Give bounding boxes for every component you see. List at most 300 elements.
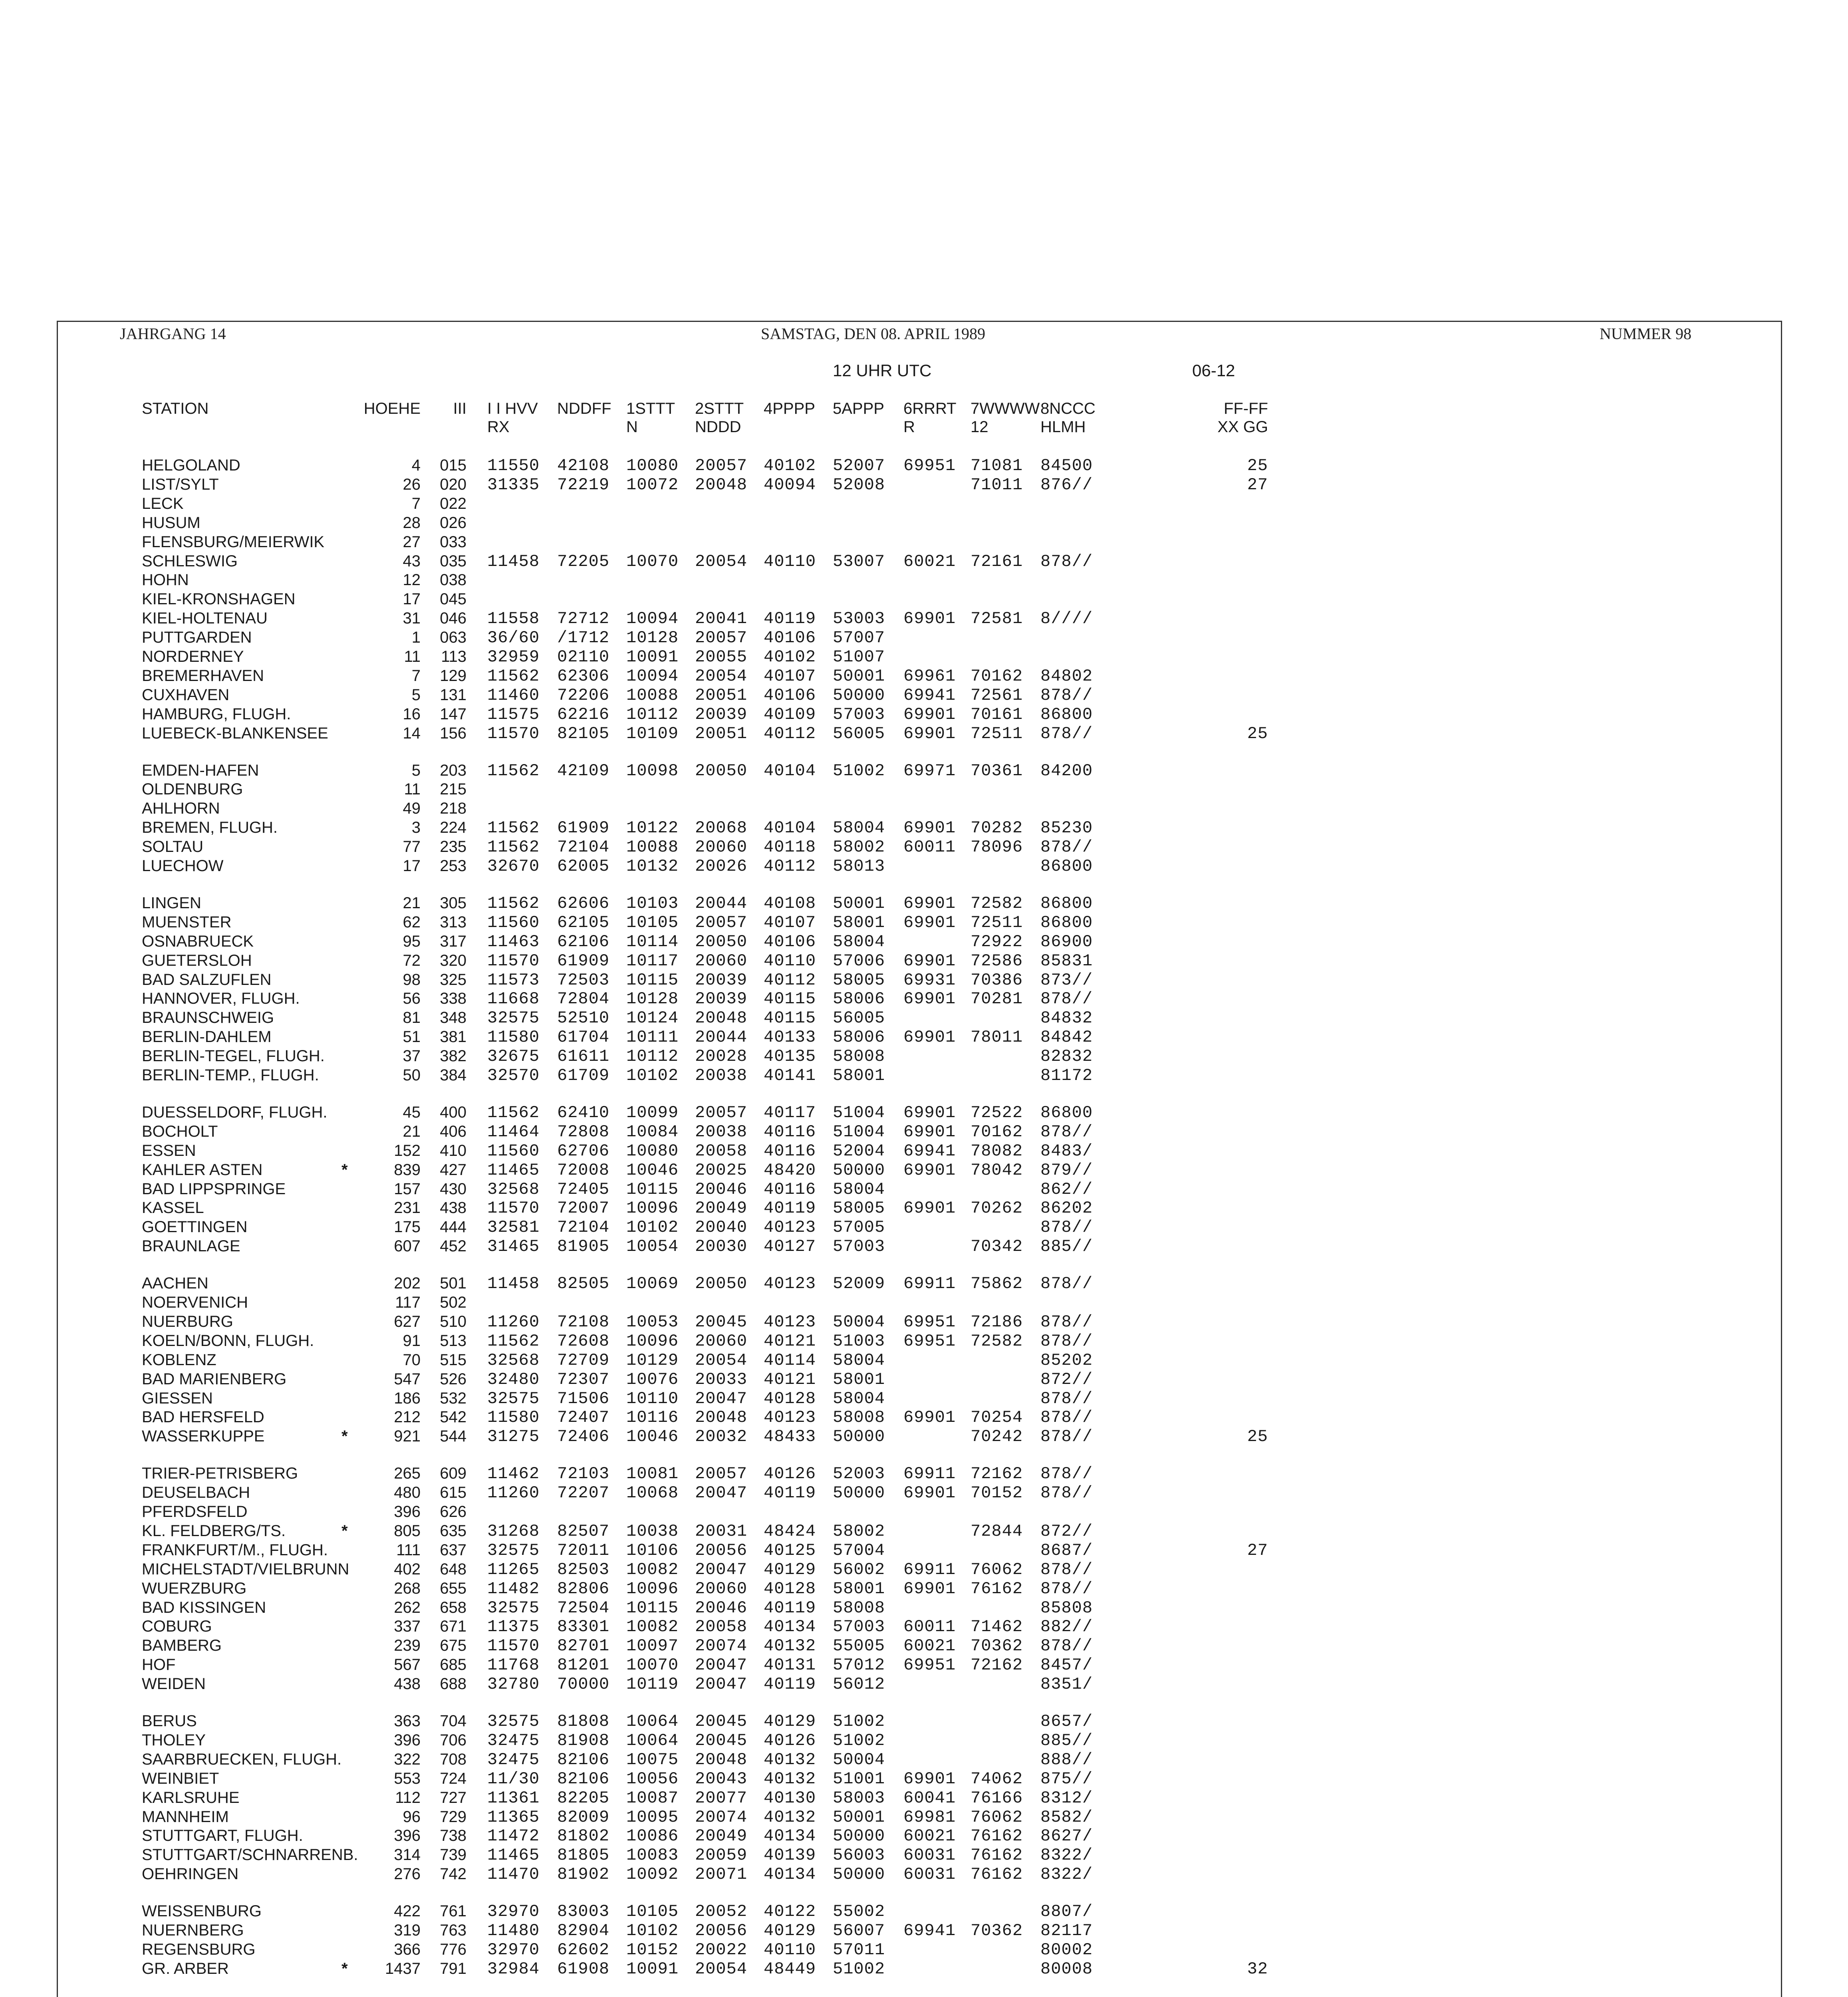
synop-group-4: 20074 (695, 1807, 748, 1827)
station-id: 776 (440, 1940, 466, 1958)
synop-group-5: 40119 (764, 1199, 816, 1218)
station-id: 544 (440, 1427, 466, 1445)
synop-group-4: 20060 (695, 838, 748, 857)
station-name: BAD SALZUFLEN (142, 971, 272, 989)
synop-group-2: 02110 (557, 647, 610, 667)
synop-group-2: 72205 (557, 552, 610, 571)
synop-group-2: 82806 (557, 1579, 610, 1598)
station-name: STUTTGART/SCHNARRENB. (142, 1846, 358, 1864)
station-name: BERUS (142, 1712, 197, 1730)
synop-group-4: 20046 (695, 1179, 748, 1199)
station-id: 526 (440, 1370, 466, 1388)
synop-group-4: 20048 (695, 1408, 748, 1427)
synop-group-4: 20051 (695, 685, 748, 705)
column-header-c3: 1STTT N (626, 400, 675, 436)
station-id: 218 (440, 800, 466, 818)
station-height: 37 (403, 1047, 421, 1065)
station-height: 62 (403, 913, 421, 931)
station-name: KOELN/BONN, FLUGH. (142, 1332, 314, 1350)
station-height: 627 (394, 1312, 421, 1330)
synop-group-6: 58005 (833, 970, 885, 990)
station-name: PUTTGARDEN (142, 629, 252, 647)
synop-group-8: 72582 (971, 1331, 1023, 1351)
station-id: 671 (440, 1618, 466, 1636)
synop-group-9: 862// (1040, 1179, 1093, 1199)
synop-group-4: 20045 (695, 1312, 748, 1332)
synop-group-9: 8//// (1040, 609, 1093, 629)
synop-group-5: 40117 (764, 1103, 816, 1122)
synop-group-3: 10075 (626, 1750, 679, 1769)
synop-group-5: 40106 (764, 685, 816, 705)
synop-group-8: 70242 (971, 1427, 1023, 1447)
synop-group-6: 55005 (833, 1636, 885, 1656)
synop-group-9: 878// (1040, 1331, 1093, 1351)
synop-group-6: 56005 (833, 1008, 885, 1028)
station-id: 615 (440, 1484, 466, 1502)
synop-group-1: 11558 (487, 609, 540, 629)
station-name: GOETTINGEN (142, 1218, 248, 1236)
synop-group-3: 10091 (626, 647, 679, 667)
synop-group-6: 56003 (833, 1846, 885, 1865)
synop-group-9: 878// (1040, 1427, 1093, 1447)
synop-group-9: 8687/ (1040, 1540, 1093, 1560)
station-height: 607 (394, 1237, 421, 1255)
synop-group-3: 10064 (626, 1731, 679, 1750)
station-height: 202 (394, 1274, 421, 1292)
synop-group-4: 20049 (695, 1826, 748, 1846)
station-id: 761 (440, 1902, 466, 1920)
station-name: LUECHOW (142, 857, 224, 875)
synop-group-7: 69901 (903, 609, 956, 629)
synop-group-1: 11562 (487, 893, 540, 913)
synop-group-5: 40133 (764, 1028, 816, 1047)
synop-group-5: 40129 (764, 1712, 816, 1731)
synop-group-8: 74062 (971, 1769, 1023, 1789)
synop-group-4: 20025 (695, 1160, 748, 1180)
synop-group-6: 58002 (833, 838, 885, 857)
synop-group-8: 78011 (971, 1028, 1023, 1047)
synop-group-7: 69951 (903, 456, 956, 475)
synop-group-6: 51002 (833, 761, 885, 780)
synop-group-5: 40116 (764, 1141, 816, 1161)
synop-group-1: 11465 (487, 1160, 540, 1180)
synop-group-9: 8657/ (1040, 1712, 1093, 1731)
synop-group-4: 20054 (695, 1350, 748, 1370)
station-height: 91 (403, 1332, 421, 1350)
synop-group-3: 10083 (626, 1846, 679, 1865)
synop-group-4: 20058 (695, 1617, 748, 1637)
synop-group-4: 20050 (695, 1274, 748, 1294)
synop-group-4: 20039 (695, 705, 748, 724)
synop-group-6: 57006 (833, 951, 885, 971)
synop-group-3: 10152 (626, 1940, 679, 1959)
synop-group-5: 40115 (764, 989, 816, 1009)
synop-group-3: 10072 (626, 475, 679, 494)
station-height: 366 (394, 1940, 421, 1958)
station-id: 026 (440, 514, 466, 532)
station-height: 276 (394, 1865, 421, 1883)
synop-group-9: 878// (1040, 685, 1093, 705)
station-name: WEIDEN (142, 1675, 206, 1693)
synop-group-3: 10094 (626, 609, 679, 629)
synop-group-2: 62005 (557, 857, 610, 876)
synop-group-6: 58008 (833, 1408, 885, 1427)
synop-group-2: 72503 (557, 970, 610, 990)
synop-group-1: 31335 (487, 475, 540, 494)
synop-group-7: 60041 (903, 1788, 956, 1808)
station-name: HAMBURG, FLUGH. (142, 705, 291, 723)
station-height: 3 (411, 819, 421, 837)
station-height: 49 (403, 800, 421, 818)
station-name: SCHLESWIG (142, 552, 238, 570)
station-name: LUEBECK-BLANKENSEE (142, 724, 328, 742)
synop-group-8: 72581 (971, 609, 1023, 629)
synop-group-6: 56012 (833, 1675, 885, 1694)
synop-group-5: 40119 (764, 1483, 816, 1503)
synop-group-3: 10128 (626, 628, 679, 648)
synop-group-2: 72406 (557, 1427, 610, 1447)
synop-group-2: 81902 (557, 1865, 610, 1884)
synop-group-3: 10109 (626, 724, 679, 743)
synop-group-2: 62105 (557, 913, 610, 932)
synop-group-9: 876// (1040, 475, 1093, 494)
synop-group-7: 60011 (903, 838, 956, 857)
synop-group-5: 40132 (764, 1769, 816, 1789)
station-height: 21 (403, 1122, 421, 1140)
synop-group-4: 20026 (695, 857, 748, 876)
synop-group-3: 10115 (626, 970, 679, 990)
synop-group-6: 58004 (833, 818, 885, 838)
synop-group-9: 85230 (1040, 818, 1093, 838)
issue-number: NUMMER 98 (1600, 325, 1692, 343)
synop-group-2: 72407 (557, 1408, 610, 1427)
synop-group-7: 69961 (903, 666, 956, 686)
wind-gust: 32 (1247, 1959, 1268, 1979)
synop-group-3: 10106 (626, 1540, 679, 1560)
station-id: 675 (440, 1637, 466, 1655)
synop-group-1: 32568 (487, 1179, 540, 1199)
synop-group-6: 50004 (833, 1312, 885, 1332)
synop-group-5: 40116 (764, 1179, 816, 1199)
station-name: HOF (142, 1656, 176, 1674)
station-name: OSNABRUECK (142, 932, 254, 950)
synop-group-1: 11460 (487, 685, 540, 705)
station-name: NOERVENICH (142, 1294, 248, 1311)
synop-group-1: 11472 (487, 1826, 540, 1846)
station-name: WUERZBURG (142, 1579, 247, 1597)
synop-group-1: 32970 (487, 1940, 540, 1959)
synop-group-7: 69911 (903, 1274, 956, 1294)
synop-group-2: 82106 (557, 1769, 610, 1789)
synop-group-4: 20038 (695, 1066, 748, 1085)
synop-group-4: 20045 (695, 1712, 748, 1731)
synop-group-5: 40108 (764, 893, 816, 913)
column-header-station: STATION (142, 400, 209, 417)
station-height: 17 (403, 590, 421, 608)
synop-group-8: 70361 (971, 761, 1023, 780)
wind-gust: 25 (1247, 456, 1268, 475)
synop-group-6: 52007 (833, 456, 885, 475)
station-name: PFERDSFELD (142, 1503, 248, 1521)
synop-group-7: 60031 (903, 1846, 956, 1865)
synop-group-6: 50001 (833, 893, 885, 913)
synop-group-9: 84200 (1040, 761, 1093, 780)
synop-group-3: 10070 (626, 552, 679, 571)
synop-group-1: 11570 (487, 1199, 540, 1218)
synop-group-4: 20057 (695, 913, 748, 932)
synop-group-2: 62602 (557, 1940, 610, 1959)
synop-group-5: 40134 (764, 1617, 816, 1637)
synop-group-1: 11562 (487, 761, 540, 780)
synop-group-2: 72608 (557, 1331, 610, 1351)
synop-group-3: 10110 (626, 1389, 679, 1408)
station-id: 430 (440, 1180, 466, 1198)
synop-group-9: 885// (1040, 1731, 1093, 1750)
station-name: BERLIN-TEMP., FLUGH. (142, 1066, 319, 1084)
synop-group-9: 85202 (1040, 1350, 1093, 1370)
station-height: 14 (403, 724, 421, 742)
synop-group-1: 11265 (487, 1560, 540, 1579)
synop-group-9: 885// (1040, 1237, 1093, 1257)
synop-group-6: 52003 (833, 1464, 885, 1484)
synop-group-4: 20057 (695, 628, 748, 648)
synop-group-3: 10103 (626, 893, 679, 913)
synop-group-4: 20074 (695, 1636, 748, 1656)
synop-group-6: 51001 (833, 1769, 885, 1789)
synop-group-2: 72712 (557, 609, 610, 629)
station-id: 763 (440, 1922, 466, 1939)
synop-group-4: 20047 (695, 1560, 748, 1579)
station-id: 609 (440, 1465, 466, 1483)
synop-group-2: 81805 (557, 1846, 610, 1865)
synop-group-1: 36/60 (487, 628, 540, 648)
synop-group-6: 56002 (833, 1560, 885, 1579)
column-header-c4: 2STTT NDDD (695, 400, 744, 436)
synop-group-7: 69901 (903, 1103, 956, 1122)
station-name: KL. FELDBERG/TS. (142, 1522, 286, 1540)
synop-group-3: 10080 (626, 1141, 679, 1161)
station-height: 11 (404, 648, 421, 665)
synop-group-5: 48424 (764, 1521, 816, 1541)
synop-group-9: 8457/ (1040, 1656, 1093, 1675)
synop-group-2: 61909 (557, 951, 610, 971)
synop-group-9: 872// (1040, 1521, 1093, 1541)
synop-group-5: 40123 (764, 1408, 816, 1427)
column-header-hoehe: HOEHE (363, 400, 421, 417)
date-label: SAMSTAG, DEN 08. APRIL 1989 (761, 325, 986, 343)
station-name: KOBLENZ (142, 1351, 216, 1369)
station-height: 31 (403, 609, 421, 627)
synop-group-4: 20057 (695, 1103, 748, 1122)
station-name: BREMEN, FLUGH. (142, 819, 278, 837)
synop-group-2: 82009 (557, 1807, 610, 1827)
station-id: 156 (440, 724, 466, 742)
synop-group-1: 11458 (487, 1274, 540, 1294)
synop-group-5: 40114 (764, 1350, 816, 1370)
synop-group-3: 10082 (626, 1617, 679, 1637)
synop-group-2: 62606 (557, 893, 610, 913)
synop-group-2: 81201 (557, 1656, 610, 1675)
station-id: 015 (440, 457, 466, 474)
synop-group-6: 51002 (833, 1712, 885, 1731)
synop-group-1: 11562 (487, 1331, 540, 1351)
synop-group-6: 50000 (833, 1865, 885, 1884)
station-name: WEISSENBURG (142, 1902, 262, 1920)
synop-group-2: 62306 (557, 666, 610, 686)
station-id: 384 (440, 1066, 466, 1084)
synop-group-3: 10102 (626, 1218, 679, 1237)
station-name: BAD HERSFELD (142, 1408, 264, 1426)
synop-group-2: 61709 (557, 1066, 610, 1085)
synop-group-5: 40129 (764, 1921, 816, 1940)
synop-group-5: 48449 (764, 1959, 816, 1979)
synop-group-6: 57003 (833, 1237, 885, 1257)
synop-group-8: 75862 (971, 1274, 1023, 1294)
synop-group-5: 40121 (764, 1331, 816, 1351)
station-height: 50 (403, 1066, 421, 1084)
synop-group-3: 10111 (626, 1028, 679, 1047)
synop-group-2: 70000 (557, 1675, 610, 1694)
synop-group-7: 69951 (903, 1331, 956, 1351)
station-id: 320 (440, 951, 466, 969)
station-id: 224 (440, 819, 466, 837)
synop-group-5: 40122 (764, 1902, 816, 1922)
station-id: 410 (440, 1141, 466, 1159)
synop-group-6: 58004 (833, 932, 885, 951)
station-id: 727 (440, 1789, 466, 1806)
station-name: FRANKFURT/M., FLUGH. (142, 1541, 328, 1559)
synop-group-7: 69901 (903, 1122, 956, 1141)
station-id: 381 (440, 1028, 466, 1046)
station-height: 157 (394, 1180, 421, 1198)
synop-group-4: 20060 (695, 951, 748, 971)
station-id: 382 (440, 1047, 466, 1065)
synop-group-9: 84842 (1040, 1028, 1093, 1047)
station-height: 921 (394, 1427, 421, 1445)
synop-group-4: 20041 (695, 609, 748, 629)
synop-group-5: 40110 (764, 552, 816, 571)
synop-group-3: 10088 (626, 838, 679, 857)
station-height: 21 (403, 894, 421, 912)
synop-group-1: 11560 (487, 1141, 540, 1161)
synop-group-8: 70152 (971, 1483, 1023, 1503)
station-height: 12 (403, 571, 421, 589)
bergstation-mark: * (341, 1522, 348, 1540)
synop-group-5: 40131 (764, 1656, 816, 1675)
synop-group-2: 81905 (557, 1237, 610, 1257)
station-id: 724 (440, 1769, 466, 1787)
station-id: 685 (440, 1656, 466, 1674)
station-height: 480 (394, 1484, 421, 1502)
synop-group-8: 72522 (971, 1103, 1023, 1122)
synop-group-6: 57007 (833, 628, 885, 648)
station-id: 338 (440, 990, 466, 1008)
synop-group-1: 11361 (487, 1788, 540, 1808)
synop-group-7: 69901 (903, 1483, 956, 1503)
station-name: OEHRINGEN (142, 1865, 239, 1883)
station-name: LIST/SYLT (142, 475, 219, 493)
station-height: 553 (394, 1769, 421, 1787)
synop-group-1: 11260 (487, 1483, 540, 1503)
synop-group-3: 10046 (626, 1427, 679, 1447)
synop-group-6: 50000 (833, 1160, 885, 1180)
station-id: 046 (440, 609, 466, 627)
synop-group-1: 31465 (487, 1237, 540, 1257)
column-header-c8: 7WWWW 12 (971, 400, 1040, 436)
synop-group-3: 10116 (626, 1408, 679, 1427)
station-name: LINGEN (142, 894, 201, 912)
synop-group-6: 51002 (833, 1959, 885, 1979)
station-name: BAD KISSINGEN (142, 1598, 266, 1616)
synop-group-7: 60011 (903, 1617, 956, 1637)
station-name: HOHN (142, 571, 189, 589)
synop-group-9: 878// (1040, 838, 1093, 857)
synop-group-3: 10080 (626, 456, 679, 475)
station-height: 5 (411, 761, 421, 779)
station-name: BAD MARIENBERG (142, 1370, 287, 1388)
synop-group-1: 32970 (487, 1902, 540, 1922)
synop-group-5: 40112 (764, 857, 816, 876)
station-id: 022 (440, 494, 466, 512)
synop-group-9: 86800 (1040, 705, 1093, 724)
synop-group-5: 40123 (764, 1218, 816, 1237)
station-id: 688 (440, 1675, 466, 1693)
station-id: 510 (440, 1312, 466, 1330)
station-name: GIESSEN (142, 1389, 213, 1407)
synop-group-2: 72804 (557, 989, 610, 1009)
synop-group-5: 40127 (764, 1237, 816, 1257)
synop-group-6: 57005 (833, 1218, 885, 1237)
synop-group-1: 11580 (487, 1408, 540, 1427)
synop-group-6: 52009 (833, 1274, 885, 1294)
synop-group-5: 40102 (764, 647, 816, 667)
observation-time: 12 UHR UTC (833, 361, 932, 380)
station-name: NORDERNEY (142, 648, 244, 665)
column-header-c5: 4PPPP (764, 400, 815, 417)
synop-group-4: 20045 (695, 1731, 748, 1750)
synop-group-2: 61611 (557, 1047, 610, 1066)
station-name: WASSERKUPPE (142, 1427, 265, 1445)
synop-group-6: 58001 (833, 913, 885, 932)
station-name: BAMBERG (142, 1637, 222, 1655)
synop-group-5: 40115 (764, 1008, 816, 1028)
synop-group-2: 72108 (557, 1312, 610, 1332)
synop-group-4: 20028 (695, 1047, 748, 1066)
synop-group-1: 32670 (487, 857, 540, 876)
synop-group-1: 32780 (487, 1675, 540, 1694)
station-height: 11 (404, 780, 421, 798)
station-name: DUESSELDORF, FLUGH. (142, 1103, 328, 1121)
synop-group-6: 50000 (833, 1483, 885, 1503)
station-height: 175 (394, 1218, 421, 1236)
station-height: 7 (411, 667, 421, 685)
station-height: 186 (394, 1389, 421, 1407)
synop-group-1: 11470 (487, 1865, 540, 1884)
synop-group-5: 40129 (764, 1560, 816, 1579)
synop-group-6: 58003 (833, 1788, 885, 1808)
synop-group-6: 58001 (833, 1579, 885, 1598)
synop-group-6: 50001 (833, 666, 885, 686)
synop-group-2: 72219 (557, 475, 610, 494)
station-height: 314 (394, 1846, 421, 1864)
synop-group-8: 70342 (971, 1237, 1023, 1257)
synop-group-2: 81808 (557, 1712, 610, 1731)
column-header-c1: I I HVV RX (487, 400, 538, 436)
synop-group-2: 72104 (557, 1218, 610, 1237)
synop-group-6: 57004 (833, 1540, 885, 1560)
synop-group-4: 20031 (695, 1521, 748, 1541)
synop-group-3: 10098 (626, 761, 679, 780)
